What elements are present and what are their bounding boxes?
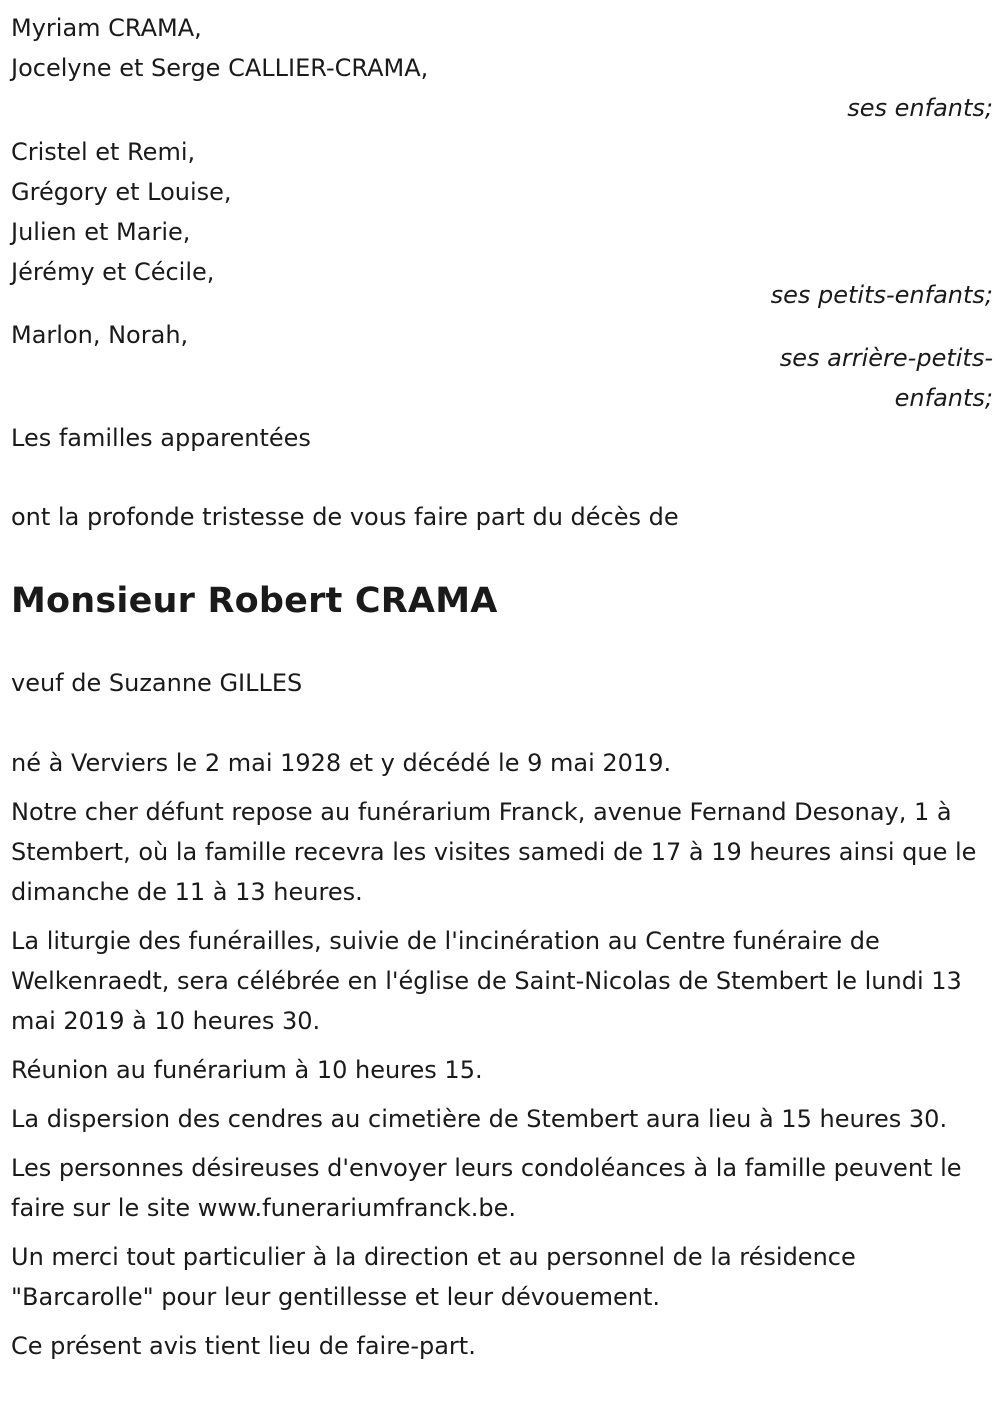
child-name: Jocelyne et Serge CALLIER-CRAMA, [11, 54, 429, 82]
thanks-paragraph: Un merci tout particulier à la direction et au personnel de la résidence "Barcarolle" pour leur gentillesse et leur dévouement. [11, 1243, 856, 1311]
announcement-text: ont la profonde tristesse de vous faire part du décès de [11, 503, 679, 531]
obituary-notice [11, 8, 993, 1366]
children-role-label: ses enfants; [847, 94, 993, 122]
related-families: Les familles apparentées [11, 424, 311, 452]
great-grandchildren-role-label-line1: ses arrière-petits- [779, 344, 993, 372]
notice-statement-paragraph: Ce présent avis tient lieu de faire-part. [11, 1332, 476, 1360]
liturgy-paragraph: La liturgie des funérailles, suivie de l'incinération au Centre funéraire de Welkenraedt, sera célébrée en l'église de Saint-Nicolas de Stembert le lundi 13 mai 2019 à 10 heures 30. [11, 927, 962, 1035]
great-grandchildren-group [11, 315, 993, 418]
details-section [11, 743, 993, 1366]
gathering-paragraph: Réunion au funérarium à 10 heures 15. [11, 1056, 483, 1084]
grandchild-name: Julien et Marie, [11, 218, 191, 246]
grandchildren-group [11, 132, 993, 315]
great-grandchild-name: Marlon, Norah, [11, 321, 189, 349]
birth-death-paragraph: né à Verviers le 2 mai 1928 et y décédé le 9 mai 2019. [11, 749, 672, 777]
widower-of: veuf de Suzanne GILLES [11, 669, 303, 697]
grandchild-name: Jérémy et Cécile, [11, 258, 215, 286]
grandchildren-role-label: ses petits-enfants; [770, 281, 993, 309]
child-name: Myriam CRAMA, [11, 14, 202, 42]
grandchild-name: Grégory et Louise, [11, 178, 232, 206]
children-group [11, 8, 993, 128]
deceased-name: Monsieur Robert CRAMA [11, 581, 498, 621]
visitation-paragraph: Notre cher défunt repose au funérarium Franck, avenue Fernand Desonay, 1 à Stembert, où la famille recevra les visites samedi de 17 à 19 heures ainsi que le dimanche de 11 à 13 heures. [11, 798, 977, 906]
grandchild-name: Cristel et Remi, [11, 138, 196, 166]
ash-dispersion-paragraph: La dispersion des cendres au cimetière de Stembert aura lieu à 15 heures 30. [11, 1105, 948, 1133]
great-grandchildren-role-label-line2: enfants; [894, 384, 993, 412]
condolences-paragraph: Les personnes désireuses d'envoyer leurs condoléances à la famille peuvent le faire sur le site www.funerariumfranck.be. [11, 1154, 962, 1222]
